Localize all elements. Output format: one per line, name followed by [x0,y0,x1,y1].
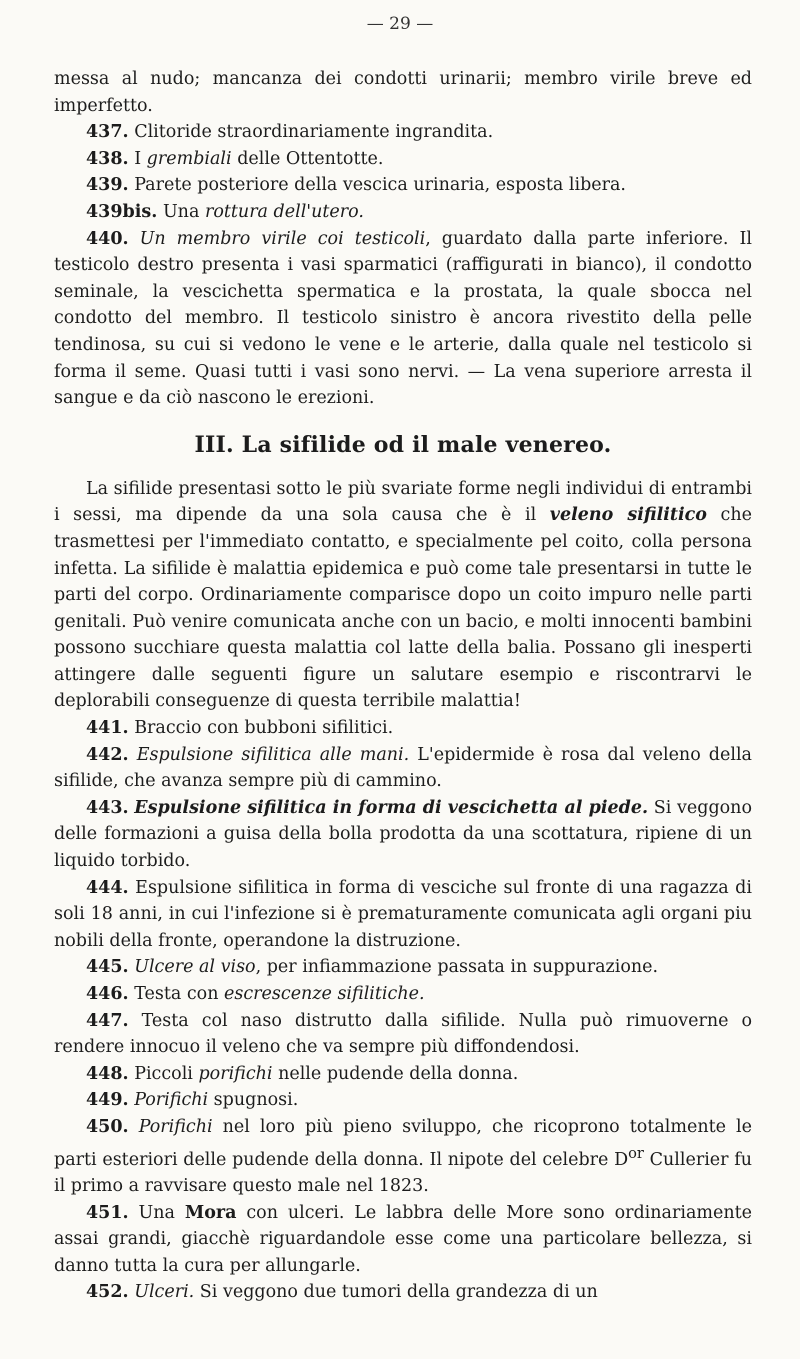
text-run [129,745,137,765]
text-run: , per infiammazione passata in suppurazione. [255,957,659,978]
catalog-entry [54,146,752,173]
entry-number: 449. [86,1090,129,1111]
catalog-entry [54,119,752,146]
entry-number: 447. [86,1010,129,1031]
entry-number: 444. [86,877,129,898]
text-run: porifichi [198,1063,273,1084]
entry-number: 442. [86,744,129,765]
text-run: Ulcere al viso [134,957,256,978]
entries-list-b [54,715,752,1306]
text-run: Cullerier fu il primo a ravvisare questo male nel 1823. [54,1149,752,1196]
text-run: Mora [184,1202,237,1223]
entry-number: 443. [86,797,129,818]
text-run: La sifilide presentasi sotto le più svariate forme negli individui di entrambi i sessi, ma dipende da una sola causa che è il [54,478,752,526]
text-run: nelle pudende della donna. [272,1063,519,1084]
text-run: che trasmettesi per l'immediato contatto, e specialmente pel coito, colla persona infetta. La sifilide è malattia epidemica e può come tale presentarsi in tutte le parti del corpo. Ordinariamente comparisce dopo un coito impuro nelle parti genitali. Può venire comunicata anche con un bacio, e molti innocenti bambini possono succhiare questa malattia col latte della balia. Possano gli inesperti attingere dalle seguenti figure un salutare esempio e riscontrarvi le deplorabili conseguenze di questa terribile malattia! [54,505,752,712]
text-run: Una [157,201,205,222]
catalog-entry [54,981,752,1008]
text-run: Testa con [128,984,225,1004]
text-run: bis. [122,201,158,222]
catalog-entry [54,1087,752,1114]
text-run: nel loro più pieno sviluppo, che ricoprono totalmente le parti esteriori delle pudende della donna. Il nipote del celebre D [54,1116,752,1170]
text-run: or [628,1144,644,1162]
catalog-entry [54,742,752,795]
catalog-entry [54,1061,752,1088]
section-intro-paragraph [54,476,752,715]
text-run: Testa col naso distrutto dalla sifilide. Nulla può rimuoverne o rendere innocuo il veleno che va sempre più diffondendosi. [54,1010,752,1058]
text-run: Si veggono due tumori della grandezza di un [194,1282,598,1303]
entry-number: 445. [86,957,129,978]
text-run: Un membro virile coi testicoli [139,228,426,249]
text-run: I [128,148,147,169]
entry-number: 440. [86,228,129,249]
entry-number: 446. [86,984,129,1004]
text-run: Porifichi [134,1090,209,1111]
text-run: con ulceri. Le labbra delle More sono ordinariamente assai grandi, giacchè riguardandole esse come una particolare bellezza, si danno tutta la cura per allungarle. [54,1202,752,1276]
intro-paragraph: messa al nudo; mancanza dei condotti urinarii; membro virile breve ed imperfetto. [54,69,752,116]
entries-list-a [54,119,752,412]
text-run: spugnosi. [208,1090,299,1111]
text-run: Ulceri. [134,1282,195,1303]
catalog-entry [54,715,752,742]
catalog-entry [54,1008,752,1061]
entry-number: 441. [86,718,129,739]
text-run: Porifichi [138,1116,213,1137]
entry-number: 439 [86,201,123,222]
text-run: Espulsione sifilitica in forma di vescichetta al piede. [134,797,649,818]
text-run: veleno sifilitico [549,505,707,526]
text-run: Si veggono delle formazioni a guisa della bolla prodotta da una scottatura, ripiene di un liquido torbido. [54,797,752,872]
catalog-entry [54,954,752,981]
entry-number: 452. [86,1282,129,1303]
text-run: delle Ottentotte. [231,148,384,169]
catalog-entry [54,875,752,955]
text-run: , guardato dalla parte inferiore. Il testicolo destro presenta i vasi sparmatici (raffigurati in bianco), il condotto seminale, la vescichetta spermatica e la prostata, la quale sbocca nel condotto del membro. Il testicolo sinistro è ancora rivestito della pelle tendinosa, su cui si vedono le vene e le arterie, dalla quale nel testicolo si forma il seme. Quasi tutti i vasi sono nervi. — La vena superiore arresta il sangue e da ciò nascono le erezioni. [54,228,752,409]
text-run: Parete posteriore della vescica urinaria, esposta libera. [128,175,626,196]
entry-number: 438. [86,148,129,169]
catalog-entry [54,1279,752,1306]
text-run: Una [128,1202,185,1223]
text-run: Espulsione sifilitica alle mani. [136,744,410,765]
entry-number: 437. [86,122,129,143]
text-run: rottura dell'utero. [204,201,364,222]
entry-number: 451. [86,1202,129,1223]
catalog-entry [54,226,752,412]
text-run: Braccio con bubboni sifilitici. [128,718,394,739]
catalog-entry [54,795,752,875]
catalog-entry [54,1200,752,1280]
text-run: L'epidermide è rosa dal veleno della sifilide, che avanza sempre più di cammino. [54,744,752,792]
text-run: grembiali [146,148,232,169]
entry-number: 448. [86,1063,129,1084]
text-run: escrescenze sifilitiche. [224,984,425,1004]
catalog-entry [54,199,752,226]
entry-number: 450. [86,1116,129,1137]
text-run [129,1117,139,1137]
entry-number: 439. [86,175,129,196]
text-run: Clitoride straordinariamente ingrandita. [128,122,494,143]
page-number: — 29 — [366,14,434,34]
catalog-entry [54,1114,752,1200]
text-run: Piccoli [128,1063,199,1084]
section-heading: III. La sifilide od il male venereo. [194,431,612,458]
text-run [129,229,140,249]
catalog-entry [54,172,752,199]
text-run: Espulsione sifilitica in forma di vesciche sul fronte di una ragazza di soli 18 anni, in cui l'infezione si è prematuramente comunicata agli organi piu nobili della fronte, operandone la distruzione. [54,877,752,951]
